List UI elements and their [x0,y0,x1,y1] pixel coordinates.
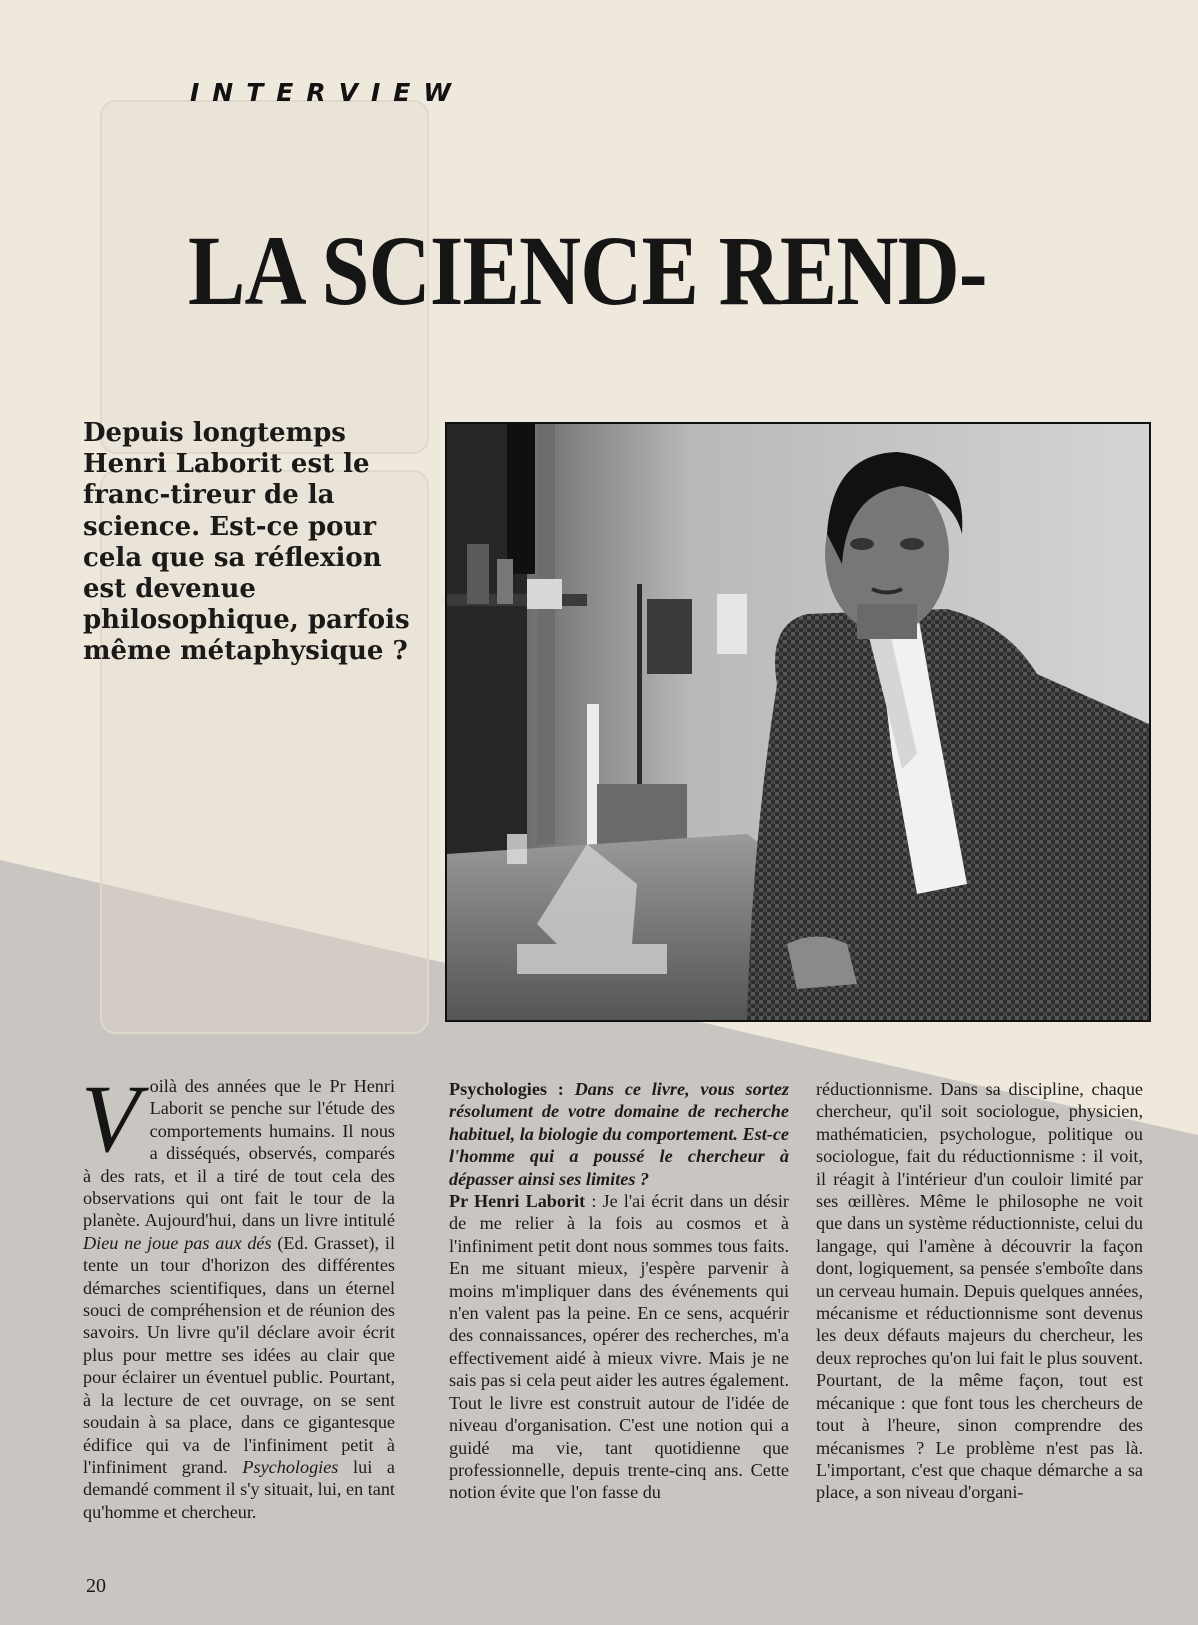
lede-text: Depuis longtemps Henri Laborit est le franc-tireur de la science. Est-ce pour cela que sa réflexion est devenue philosophique, parfois même métaphysique ? [83,418,410,667]
answer-speaker: Pr Henri Laborit [449,1191,586,1212]
intro-column [81,1065,395,1523]
intro-text: lui a demandé comment il s'y situait, lui, en tant qu'homme et chercheur. [83,1456,395,1522]
interview-column-continued [816,1078,1143,1504]
drop-cap: V [81,1065,140,1172]
question [449,1078,789,1190]
question-speaker: Psychologies : [449,1079,564,1099]
answer-text: : Je l'ai écrit dans un désir de me relier à la fois au cosmos et à l'infiniment petit dont nous sommes tous faits. En me situant mieux, j'espère parvenir à moins m'impliquer dans des événements qui n'en valent pas la peine. En ce sens, acquérir des connaissances, opérer des recherches, m'a effectivement aidé à mieux vivre. Mais je ne sais pas si cela peut aider les autres également. Tout le livre est construit autour de l'idée de niveau d'organisation. C'est une notion qui a guidé ma vie, tant quotidienne que professionnelle, depuis trente-cinq ans. Cette notion évite que l'on fasse du [449,1191,789,1503]
portrait-photo [445,422,1151,1022]
magazine-name: Psychologies [242,1456,339,1477]
answer [449,1190,789,1504]
question-text: Dans ce livre, vous sortez résolument de votre domaine de recherche habituel, la biologie du comportement. Est-ce l'homme qui a poussé le chercheur à dépasser ainsi ses limites ? [449,1079,789,1189]
photo-illustration [447,424,1149,1020]
intro-text: (Ed. Grasset), il tente un tour d'horizon des différentes démarches scientifiques, dans un éternel souci de compréhension et de réunion des savoirs. Un livre qu'il déclare avoir écrit plus pour mettre ses idées au clair que pour éclairer un éventuel public. Pourtant, à la lecture de cet ouvrage, on se sent soudain à sa place, dans ce gigantesque édifice qui va de l'infiniment petit à l'infiniment grand. [83,1232,395,1477]
headline: LA SCIENCE REND- [188,215,987,326]
page-number: 20 [86,1575,106,1597]
intro-text: oilà des années que le Pr Henri Laborit se penche sur l'étude des comportements humains. Il nous a disséqués, observés, comparés à des rats, et il a tiré de tout cela des observations qui ont fait le tour de la planète. Aujourd'hui, dans un livre intitulé [83,1076,395,1231]
book-title: Dieu ne joue pas aux dés [83,1232,272,1253]
section-kicker: INTERVIEW [190,78,464,107]
interview-column [449,1078,789,1504]
answer-text: réductionnisme. Dans sa discipline, chaque chercheur, qu'il soit sociologue, physicien, mathématicien, psychologue, politique ou sociologue, fait du réductionnisme : il voit, il réagit à l'intérieur d'un couloir limité par ses œillères. Même le philosophe ne voit que dans un système réductionniste, celui du langage, qui l'amène à découvrir la façon dont, logiquement, sa pensée s'emboîte dans un cerveau humain. Depuis quelques années, mécanisme et réductionnisme sont devenus les deux défauts majeurs du chercheur, les deux reproches qu'on lui fait le plus souvent. Pourtant, de la même façon, tout est mécanique : que font tous les chercheurs de tout à l'heure, sinon comprendre des mécanismes ? Le problème n'est pas là. L'important, c'est que chaque démarche a sa place, a son niveau d'organi- [816,1079,1143,1503]
